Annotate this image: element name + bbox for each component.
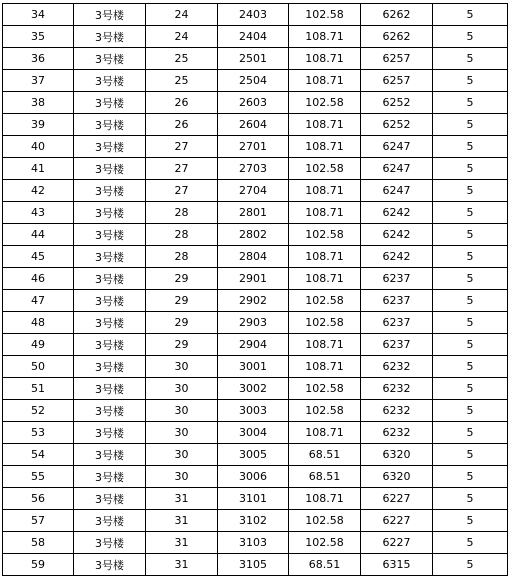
quantity-cell: 5 bbox=[433, 70, 508, 92]
table-row bbox=[3, 466, 508, 488]
floor-cell: 30 bbox=[146, 356, 218, 378]
unit-number-cell: 2902 bbox=[218, 290, 289, 312]
unit-price-cell: 6247 bbox=[361, 158, 433, 180]
unit-number-cell: 3105 bbox=[218, 554, 289, 576]
area-cell: 102.58 bbox=[289, 224, 361, 246]
building-cell: 3号楼 bbox=[74, 356, 146, 378]
table-row bbox=[3, 400, 508, 422]
table-body bbox=[3, 4, 508, 576]
row-number-cell: 34 bbox=[3, 4, 74, 26]
quantity-cell: 5 bbox=[433, 4, 508, 26]
unit-number-cell: 2501 bbox=[218, 48, 289, 70]
quantity-cell: 5 bbox=[433, 378, 508, 400]
area-cell: 108.71 bbox=[289, 356, 361, 378]
floor-cell: 27 bbox=[146, 136, 218, 158]
floor-cell: 31 bbox=[146, 532, 218, 554]
building-cell: 3号楼 bbox=[74, 202, 146, 224]
area-cell: 108.71 bbox=[289, 70, 361, 92]
unit-number-cell: 2404 bbox=[218, 26, 289, 48]
area-cell: 108.71 bbox=[289, 268, 361, 290]
quantity-cell: 5 bbox=[433, 158, 508, 180]
unit-price-cell: 6252 bbox=[361, 92, 433, 114]
row-number-cell: 38 bbox=[3, 92, 74, 114]
unit-number-cell: 2901 bbox=[218, 268, 289, 290]
row-number-cell: 48 bbox=[3, 312, 74, 334]
area-cell: 108.71 bbox=[289, 246, 361, 268]
unit-number-cell: 3102 bbox=[218, 510, 289, 532]
area-cell: 102.58 bbox=[289, 532, 361, 554]
building-cell: 3号楼 bbox=[74, 488, 146, 510]
building-cell: 3号楼 bbox=[74, 312, 146, 334]
floor-cell: 29 bbox=[146, 290, 218, 312]
building-cell: 3号楼 bbox=[74, 92, 146, 114]
unit-number-cell: 3003 bbox=[218, 400, 289, 422]
area-cell: 108.71 bbox=[289, 26, 361, 48]
floor-cell: 31 bbox=[146, 510, 218, 532]
area-cell: 102.58 bbox=[289, 158, 361, 180]
quantity-cell: 5 bbox=[433, 180, 508, 202]
unit-price-cell: 6227 bbox=[361, 488, 433, 510]
area-cell: 102.58 bbox=[289, 290, 361, 312]
floor-cell: 30 bbox=[146, 466, 218, 488]
unit-price-cell: 6247 bbox=[361, 180, 433, 202]
table-row bbox=[3, 356, 508, 378]
quantity-cell: 5 bbox=[433, 488, 508, 510]
building-cell: 3号楼 bbox=[74, 70, 146, 92]
unit-price-cell: 6315 bbox=[361, 554, 433, 576]
row-number-cell: 45 bbox=[3, 246, 74, 268]
quantity-cell: 5 bbox=[433, 444, 508, 466]
row-number-cell: 46 bbox=[3, 268, 74, 290]
quantity-cell: 5 bbox=[433, 422, 508, 444]
unit-price-cell: 6227 bbox=[361, 532, 433, 554]
unit-number-cell: 3101 bbox=[218, 488, 289, 510]
quantity-cell: 5 bbox=[433, 224, 508, 246]
unit-price-cell: 6232 bbox=[361, 400, 433, 422]
table-row bbox=[3, 378, 508, 400]
row-number-cell: 35 bbox=[3, 26, 74, 48]
building-cell: 3号楼 bbox=[74, 246, 146, 268]
building-cell: 3号楼 bbox=[74, 224, 146, 246]
table-row bbox=[3, 70, 508, 92]
unit-number-cell: 2701 bbox=[218, 136, 289, 158]
unit-number-cell: 2604 bbox=[218, 114, 289, 136]
building-cell: 3号楼 bbox=[74, 334, 146, 356]
unit-price-cell: 6232 bbox=[361, 356, 433, 378]
quantity-cell: 5 bbox=[433, 356, 508, 378]
area-cell: 68.51 bbox=[289, 554, 361, 576]
quantity-cell: 5 bbox=[433, 26, 508, 48]
unit-price-table bbox=[2, 3, 508, 576]
quantity-cell: 5 bbox=[433, 114, 508, 136]
floor-cell: 29 bbox=[146, 312, 218, 334]
row-number-cell: 53 bbox=[3, 422, 74, 444]
area-cell: 102.58 bbox=[289, 510, 361, 532]
unit-number-cell: 2904 bbox=[218, 334, 289, 356]
unit-number-cell: 2802 bbox=[218, 224, 289, 246]
table-row bbox=[3, 4, 508, 26]
unit-number-cell: 3004 bbox=[218, 422, 289, 444]
unit-price-cell: 6237 bbox=[361, 290, 433, 312]
unit-number-cell: 3001 bbox=[218, 356, 289, 378]
table-row bbox=[3, 92, 508, 114]
row-number-cell: 49 bbox=[3, 334, 74, 356]
table-row bbox=[3, 268, 508, 290]
row-number-cell: 51 bbox=[3, 378, 74, 400]
quantity-cell: 5 bbox=[433, 554, 508, 576]
unit-price-cell: 6320 bbox=[361, 444, 433, 466]
area-cell: 108.71 bbox=[289, 114, 361, 136]
floor-cell: 31 bbox=[146, 488, 218, 510]
area-cell: 108.71 bbox=[289, 202, 361, 224]
row-number-cell: 44 bbox=[3, 224, 74, 246]
unit-number-cell: 2704 bbox=[218, 180, 289, 202]
area-cell: 102.58 bbox=[289, 378, 361, 400]
area-cell: 102.58 bbox=[289, 400, 361, 422]
unit-price-cell: 6257 bbox=[361, 48, 433, 70]
row-number-cell: 39 bbox=[3, 114, 74, 136]
table-row bbox=[3, 554, 508, 576]
building-cell: 3号楼 bbox=[74, 466, 146, 488]
area-cell: 68.51 bbox=[289, 466, 361, 488]
floor-cell: 28 bbox=[146, 224, 218, 246]
area-cell: 108.71 bbox=[289, 488, 361, 510]
row-number-cell: 56 bbox=[3, 488, 74, 510]
quantity-cell: 5 bbox=[433, 202, 508, 224]
floor-cell: 30 bbox=[146, 422, 218, 444]
row-number-cell: 43 bbox=[3, 202, 74, 224]
quantity-cell: 5 bbox=[433, 136, 508, 158]
row-number-cell: 50 bbox=[3, 356, 74, 378]
table-row bbox=[3, 180, 508, 202]
row-number-cell: 58 bbox=[3, 532, 74, 554]
unit-number-cell: 2603 bbox=[218, 92, 289, 114]
table-row bbox=[3, 114, 508, 136]
unit-price-cell: 6237 bbox=[361, 334, 433, 356]
table-row bbox=[3, 312, 508, 334]
unit-price-cell: 6252 bbox=[361, 114, 433, 136]
unit-price-cell: 6262 bbox=[361, 4, 433, 26]
table-row bbox=[3, 224, 508, 246]
unit-number-cell: 2703 bbox=[218, 158, 289, 180]
unit-price-cell: 6262 bbox=[361, 26, 433, 48]
floor-cell: 31 bbox=[146, 554, 218, 576]
floor-cell: 27 bbox=[146, 180, 218, 202]
floor-cell: 30 bbox=[146, 444, 218, 466]
quantity-cell: 5 bbox=[433, 466, 508, 488]
row-number-cell: 37 bbox=[3, 70, 74, 92]
building-cell: 3号楼 bbox=[74, 136, 146, 158]
table-row bbox=[3, 422, 508, 444]
floor-cell: 29 bbox=[146, 268, 218, 290]
unit-price-cell: 6242 bbox=[361, 224, 433, 246]
quantity-cell: 5 bbox=[433, 532, 508, 554]
unit-price-cell: 6232 bbox=[361, 422, 433, 444]
building-cell: 3号楼 bbox=[74, 510, 146, 532]
table-row bbox=[3, 246, 508, 268]
floor-cell: 28 bbox=[146, 246, 218, 268]
table-row bbox=[3, 444, 508, 466]
building-cell: 3号楼 bbox=[74, 290, 146, 312]
unit-number-cell: 3005 bbox=[218, 444, 289, 466]
unit-number-cell: 2403 bbox=[218, 4, 289, 26]
floor-cell: 28 bbox=[146, 202, 218, 224]
area-cell: 102.58 bbox=[289, 312, 361, 334]
area-cell: 108.71 bbox=[289, 136, 361, 158]
building-cell: 3号楼 bbox=[74, 268, 146, 290]
floor-cell: 30 bbox=[146, 378, 218, 400]
quantity-cell: 5 bbox=[433, 400, 508, 422]
floor-cell: 25 bbox=[146, 70, 218, 92]
row-number-cell: 55 bbox=[3, 466, 74, 488]
building-cell: 3号楼 bbox=[74, 532, 146, 554]
unit-price-cell: 6320 bbox=[361, 466, 433, 488]
unit-number-cell: 2504 bbox=[218, 70, 289, 92]
row-number-cell: 41 bbox=[3, 158, 74, 180]
quantity-cell: 5 bbox=[433, 290, 508, 312]
row-number-cell: 59 bbox=[3, 554, 74, 576]
unit-number-cell: 3002 bbox=[218, 378, 289, 400]
quantity-cell: 5 bbox=[433, 334, 508, 356]
unit-number-cell: 3103 bbox=[218, 532, 289, 554]
unit-number-cell: 2804 bbox=[218, 246, 289, 268]
table-row bbox=[3, 334, 508, 356]
area-cell: 108.71 bbox=[289, 334, 361, 356]
area-cell: 108.71 bbox=[289, 48, 361, 70]
floor-cell: 27 bbox=[146, 158, 218, 180]
table-row bbox=[3, 488, 508, 510]
row-number-cell: 54 bbox=[3, 444, 74, 466]
building-cell: 3号楼 bbox=[74, 180, 146, 202]
building-cell: 3号楼 bbox=[74, 158, 146, 180]
area-cell: 108.71 bbox=[289, 180, 361, 202]
unit-price-cell: 6232 bbox=[361, 378, 433, 400]
quantity-cell: 5 bbox=[433, 246, 508, 268]
quantity-cell: 5 bbox=[433, 312, 508, 334]
floor-cell: 24 bbox=[146, 26, 218, 48]
area-cell: 108.71 bbox=[289, 422, 361, 444]
table-row bbox=[3, 26, 508, 48]
unit-price-cell: 6237 bbox=[361, 312, 433, 334]
area-cell: 102.58 bbox=[289, 4, 361, 26]
building-cell: 3号楼 bbox=[74, 26, 146, 48]
table-row bbox=[3, 48, 508, 70]
floor-cell: 29 bbox=[146, 334, 218, 356]
floor-cell: 24 bbox=[146, 4, 218, 26]
row-number-cell: 40 bbox=[3, 136, 74, 158]
area-cell: 68.51 bbox=[289, 444, 361, 466]
row-number-cell: 36 bbox=[3, 48, 74, 70]
unit-price-cell: 6247 bbox=[361, 136, 433, 158]
table-row bbox=[3, 532, 508, 554]
unit-price-cell: 6242 bbox=[361, 202, 433, 224]
floor-cell: 26 bbox=[146, 92, 218, 114]
quantity-cell: 5 bbox=[433, 92, 508, 114]
table-row bbox=[3, 158, 508, 180]
unit-number-cell: 3006 bbox=[218, 466, 289, 488]
building-cell: 3号楼 bbox=[74, 48, 146, 70]
row-number-cell: 57 bbox=[3, 510, 74, 532]
unit-number-cell: 2903 bbox=[218, 312, 289, 334]
unit-price-cell: 6237 bbox=[361, 268, 433, 290]
building-cell: 3号楼 bbox=[74, 400, 146, 422]
table-row bbox=[3, 510, 508, 532]
row-number-cell: 52 bbox=[3, 400, 74, 422]
building-cell: 3号楼 bbox=[74, 4, 146, 26]
floor-cell: 30 bbox=[146, 400, 218, 422]
row-number-cell: 42 bbox=[3, 180, 74, 202]
unit-price-cell: 6242 bbox=[361, 246, 433, 268]
table-row bbox=[3, 290, 508, 312]
table-row bbox=[3, 136, 508, 158]
building-cell: 3号楼 bbox=[74, 444, 146, 466]
area-cell: 102.58 bbox=[289, 92, 361, 114]
building-cell: 3号楼 bbox=[74, 114, 146, 136]
unit-price-cell: 6257 bbox=[361, 70, 433, 92]
table-row bbox=[3, 202, 508, 224]
unit-price-cell: 6227 bbox=[361, 510, 433, 532]
quantity-cell: 5 bbox=[433, 268, 508, 290]
row-number-cell: 47 bbox=[3, 290, 74, 312]
building-cell: 3号楼 bbox=[74, 554, 146, 576]
unit-number-cell: 2801 bbox=[218, 202, 289, 224]
floor-cell: 26 bbox=[146, 114, 218, 136]
building-cell: 3号楼 bbox=[74, 378, 146, 400]
floor-cell: 25 bbox=[146, 48, 218, 70]
quantity-cell: 5 bbox=[433, 48, 508, 70]
quantity-cell: 5 bbox=[433, 510, 508, 532]
building-cell: 3号楼 bbox=[74, 422, 146, 444]
